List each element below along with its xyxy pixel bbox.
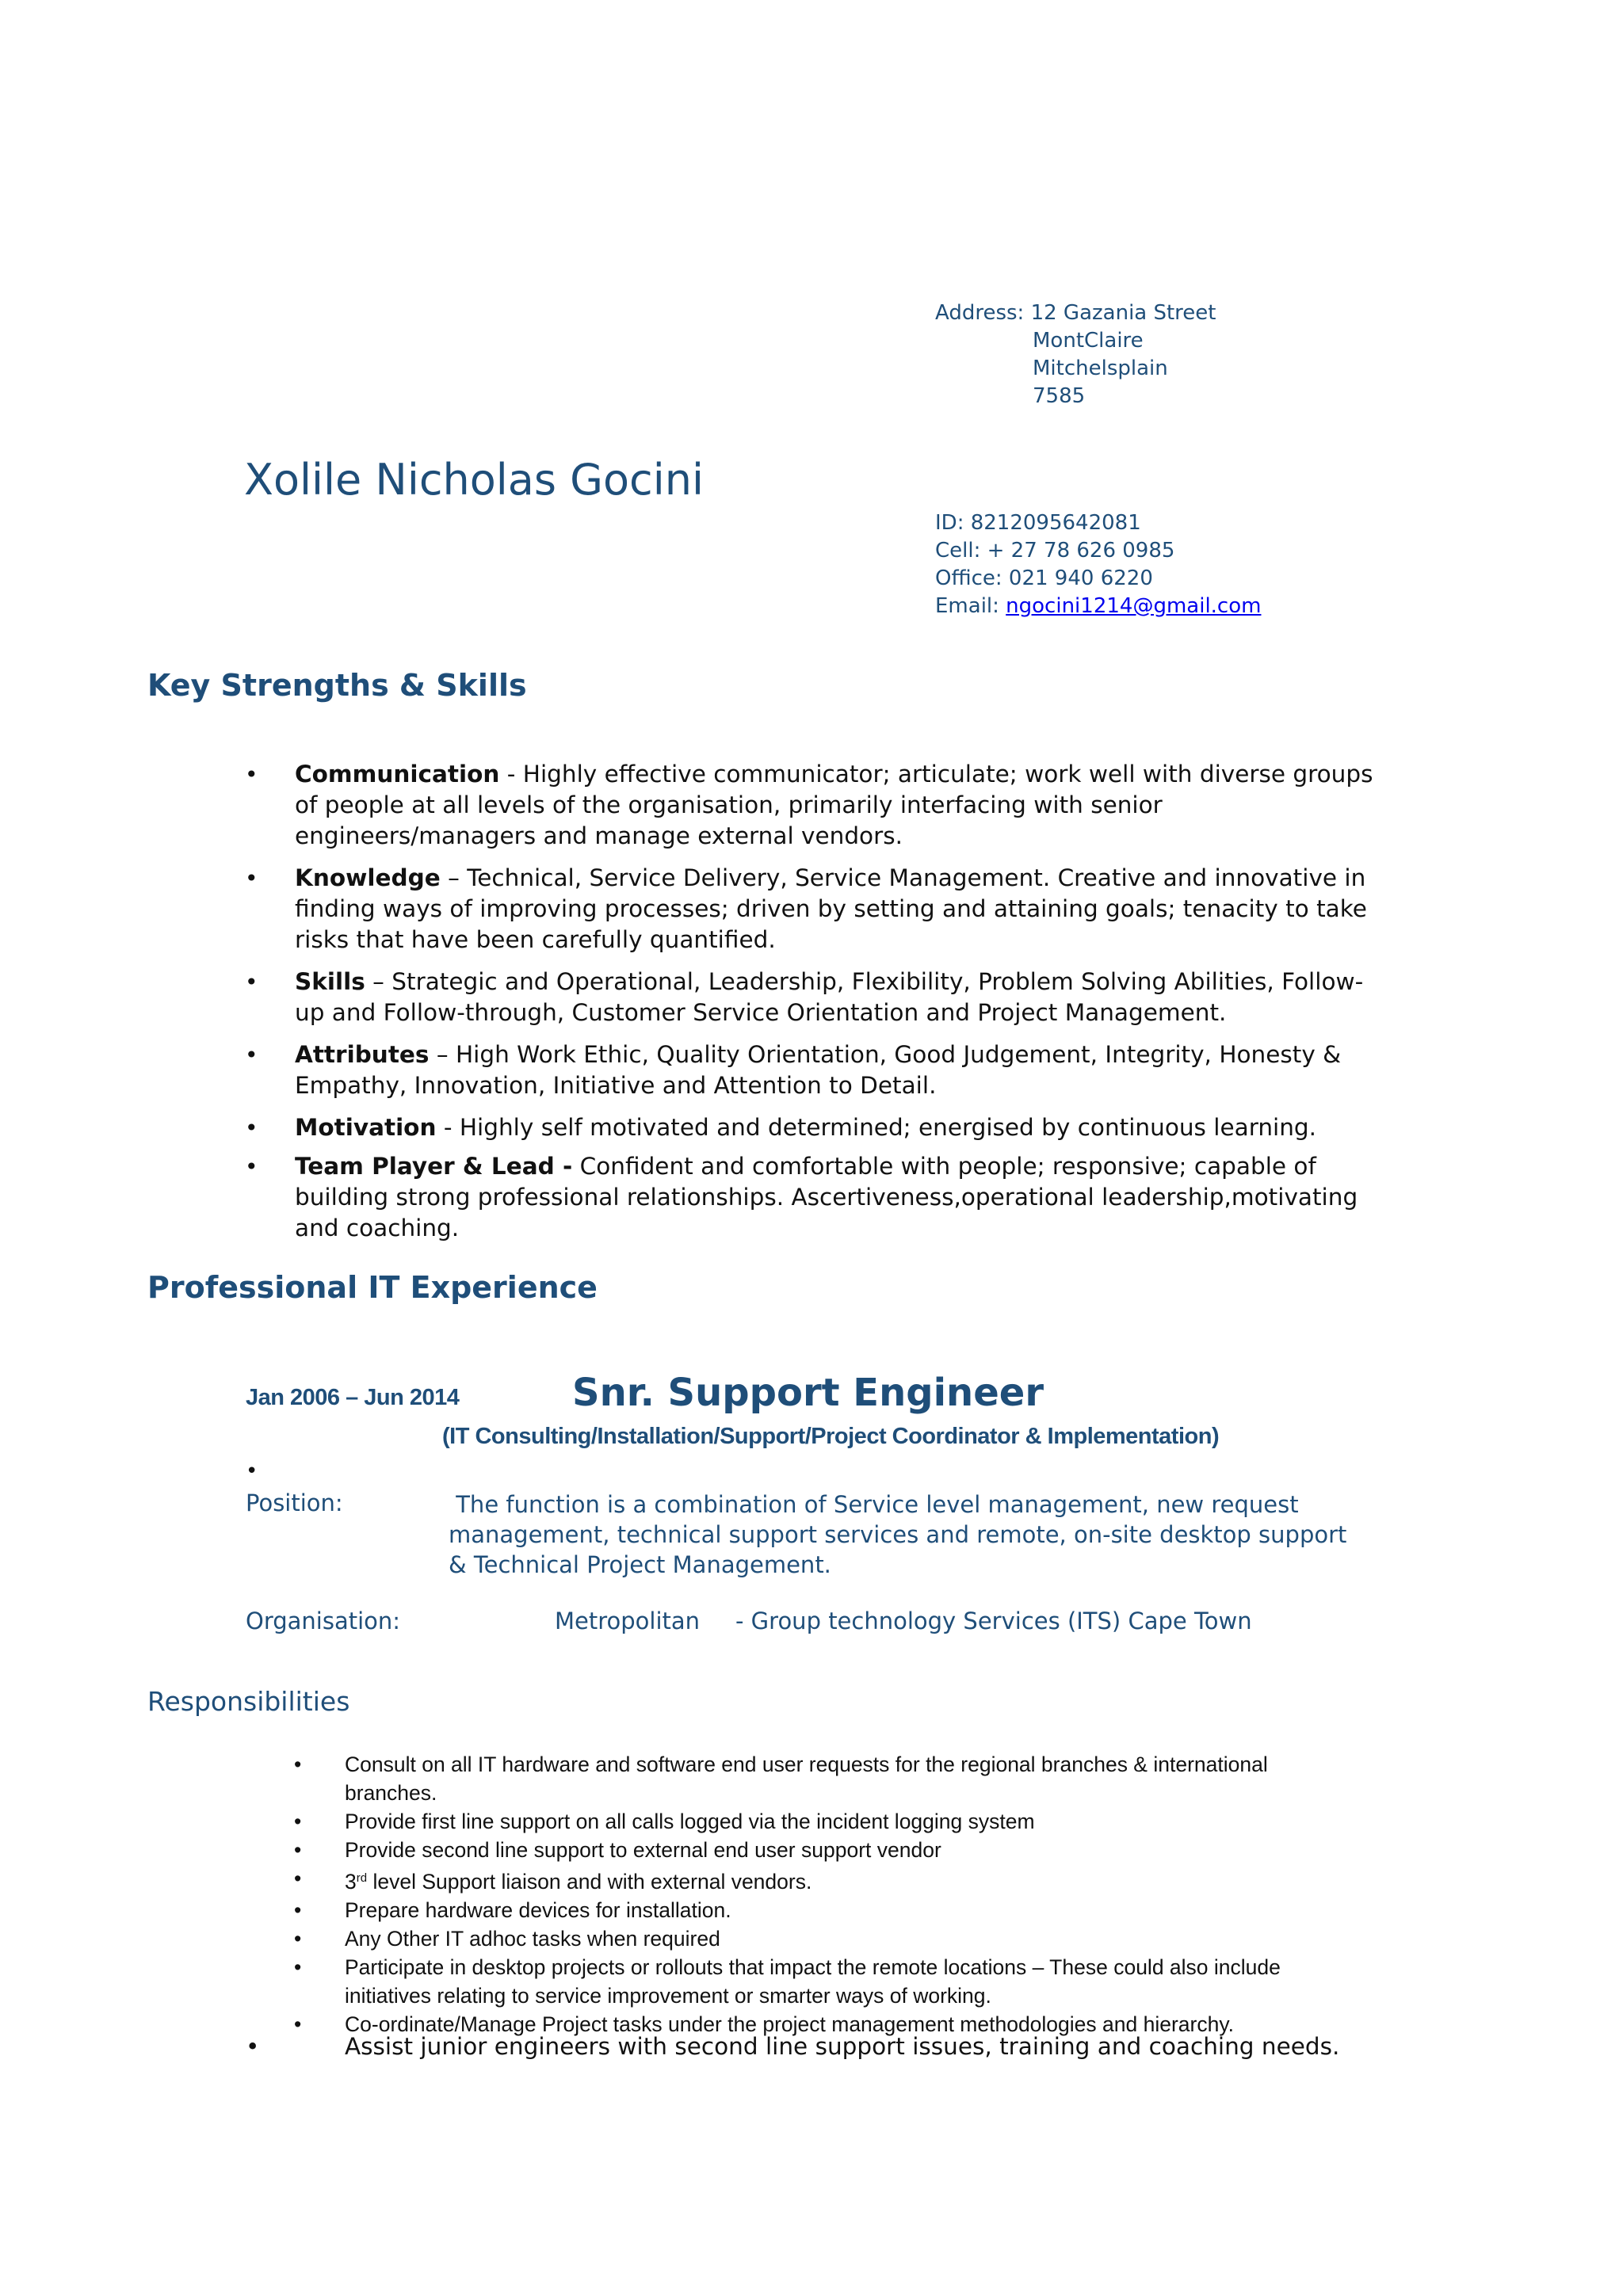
item-text: Participate in desktop projects or rollouts that impact the remote locations – These could also include initiatives relating to service improvement or smarter ways of working. [345, 1955, 1281, 2008]
skill-title: Team Player & Lead - [295, 1153, 573, 1180]
email-label: Email: [935, 594, 999, 618]
item-text: Assist junior engineers with second line support issues, training and coaching needs. [345, 2033, 1340, 2060]
list-item [245, 1151, 1388, 1244]
item-text: level Support liaison and with external vendors. [367, 1870, 812, 1894]
bullet-icon: • [245, 1042, 258, 1068]
item-text: Provide second line support to external end user support vendor [345, 1838, 941, 1862]
list-item [294, 1953, 1335, 2010]
bullet-icon: • [294, 1867, 302, 1890]
address-block [935, 299, 1216, 410]
list-item [294, 1750, 1335, 1807]
address-line-1: 12 Gazania Street [1030, 301, 1216, 325]
item-text: Any Other IT adhoc tasks when required [345, 1927, 720, 1951]
item-text: Consult on all IT hardware and software end user requests for the regional branches & international branches. [345, 1753, 1268, 1805]
organisation-name: Metropolitan [555, 1608, 701, 1634]
skill-title: Motivation [295, 1114, 437, 1141]
list-item [294, 1864, 1335, 1896]
skill-separator [572, 1153, 579, 1180]
bullet-icon: • [245, 969, 258, 995]
list-item [294, 1836, 1335, 1864]
experience-heading: Professional IT Experience [147, 1270, 598, 1305]
email-link[interactable]: ngocini1214@gmail.com [1006, 594, 1262, 618]
item-text: 3 [345, 1870, 357, 1894]
contact-details [935, 509, 1261, 620]
skill-title: Knowledge [295, 864, 441, 891]
skills-list [245, 759, 1388, 1244]
bullet-icon: • [245, 865, 258, 891]
skill-separator: - [436, 1114, 460, 1141]
list-item [245, 1112, 1388, 1143]
bullet-icon: • [245, 1154, 258, 1180]
item-text: Prepare hardware devices for installation. [345, 1898, 731, 1922]
skill-text: Confident and comfortable with people; responsive; capable of building strong professional relationships. Ascertiveness,operational leadership,motivating and coaching. [295, 1153, 1358, 1241]
candidate-name: Xolile Nicholas Gocini [244, 455, 704, 505]
organisation-label: Organisation: [246, 1608, 401, 1634]
skill-text: Highly effective communicator; articulate; work well with diverse groups of people at all levels of the organisation, primarily interfacing with senior engineers/managers and manage external vendors. [295, 761, 1373, 849]
address-label: Address: [935, 301, 1025, 325]
skill-text: Technical, Service Delivery, Service Management. Creative and innovative in finding ways of improving processes; driven by setting and attaining goals; tenacity to take risks that have been carefully quantified. [295, 864, 1367, 953]
position-label: Position: [246, 1489, 343, 1516]
item-text: Co-ordinate/Manage Project tasks under the project management methodologies and hierarchy. [345, 2012, 1234, 2036]
list-item [294, 1896, 1335, 1924]
address-line-2: MontClaire [1033, 329, 1144, 353]
bullet-icon: • [294, 1810, 302, 1833]
job-dates: Jan 2006 – Jun 2014 [246, 1385, 460, 1410]
skill-title: Attributes [295, 1041, 430, 1068]
list-item [245, 967, 1388, 1028]
ordinal-suffix: rd [356, 1871, 368, 1885]
skills-heading: Key Strengths & Skills [147, 668, 527, 703]
id-number: ID: 8212095642081 [935, 511, 1141, 535]
bullet-icon: • [245, 1115, 258, 1141]
bullet-icon: • [294, 1927, 302, 1951]
bullet-icon: • [245, 761, 258, 788]
responsibilities-heading: Responsibilities [147, 1686, 350, 1717]
list-item [245, 863, 1388, 955]
skill-text: Strategic and Operational, Leadership, Flexibility, Problem Solving Abilities, Follow-up and Follow-through, Customer Service Orientation and Project Management. [295, 968, 1364, 1026]
list-item [294, 1924, 1335, 1953]
skill-title: Communication [295, 761, 500, 788]
address-line-3: Mitchelsplain [1033, 357, 1168, 380]
job-subtitle: (IT Consulting/Installation/Support/Project Coordinator & Implementation) [442, 1424, 1220, 1449]
list-item [294, 1807, 1335, 1836]
skill-text: High Work Ethic, Quality Orientation, Good Judgement, Integrity, Honesty & Empathy, Innovation, Initiative and Attention to Detail. [295, 1041, 1342, 1099]
job-title: Snr. Support Engineer [572, 1371, 1044, 1415]
organisation-department: - Group technology Services (ITS) Cape Town [735, 1608, 1252, 1634]
list-item [245, 1039, 1388, 1101]
office-number: Office: 021 940 6220 [935, 566, 1153, 590]
skill-title: Skills [295, 968, 365, 995]
skill-separator: - [499, 761, 523, 788]
bullet-icon: • [294, 1753, 302, 1776]
cell-number: Cell: + 27 78 626 0985 [935, 539, 1175, 563]
skill-text: Highly self motivated and determined; energised by continuous learning. [459, 1114, 1317, 1141]
responsibilities-list [294, 1750, 1335, 2039]
bullet-icon: • [246, 2033, 260, 2060]
item-text: Provide first line support on all calls logged via the incident logging system [345, 1810, 1035, 1833]
bullet-icon: • [246, 1459, 258, 1483]
list-item [245, 759, 1388, 852]
bullet-icon: • [294, 1898, 302, 1922]
bullet-icon: • [294, 2012, 302, 2036]
bullet-icon: • [294, 1955, 302, 1979]
position-text: The function is a combination of Service level management, new request management, technical support services and remote, on-site desktop support & Technical Project Management. [449, 1491, 1347, 1578]
bullet-icon: • [294, 1838, 302, 1862]
skill-separator: – [429, 1041, 456, 1068]
position-description [449, 1489, 1352, 1580]
skill-separator: – [365, 968, 392, 995]
skill-separator: – [440, 864, 468, 891]
address-line-4: 7585 [1033, 384, 1086, 408]
list-item [246, 2033, 1340, 2060]
